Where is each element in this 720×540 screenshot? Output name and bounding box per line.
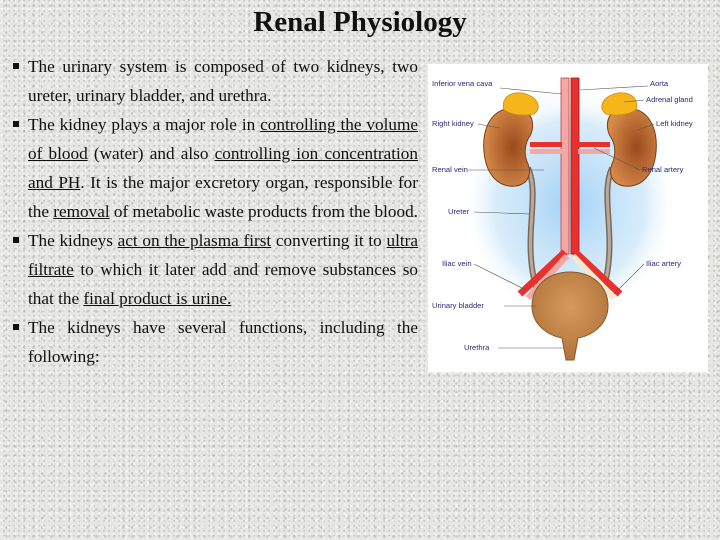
slide-title: Renal Physiology bbox=[253, 6, 467, 38]
label-right-kidney: Right kidney bbox=[432, 119, 474, 128]
bullet-text: of metabolic waste products from the blood. bbox=[109, 202, 418, 221]
label-adrenal-gland: Adrenal gland bbox=[646, 95, 693, 104]
bullet-item bbox=[12, 226, 418, 313]
bullet-item bbox=[12, 110, 418, 226]
label-iliac-vein: Iliac vein bbox=[442, 259, 472, 268]
bullet-item bbox=[12, 313, 418, 371]
underlined-phrase: controlling ion concentration and PH bbox=[28, 144, 418, 192]
underlined-phrase: controlling the volume of blood bbox=[28, 115, 418, 163]
underlined-phrase: ultra filtrate bbox=[28, 231, 419, 279]
label-ureter: Ureter bbox=[448, 207, 470, 216]
bullet-text: The kidneys have several functions, including the following: bbox=[28, 318, 418, 366]
underlined-phrase: removal bbox=[53, 202, 110, 221]
label-urinary-bladder: Urinary bladder bbox=[432, 301, 484, 310]
bullet-text: (water) and also bbox=[87, 144, 215, 163]
bullet-text: The urinary system is composed of two kidneys, two ureter, urinary bladder, and urethra. bbox=[28, 57, 418, 105]
underlined-phrase: final product is urine. bbox=[83, 289, 232, 308]
left-renal-artery bbox=[578, 142, 610, 147]
right-renal-artery bbox=[530, 142, 562, 147]
left-kidney bbox=[607, 108, 656, 186]
label-renal-artery: Renal artery bbox=[642, 165, 684, 174]
bullet-text: The kidneys bbox=[28, 231, 118, 250]
underlined-phrase: act on the plasma first bbox=[117, 231, 272, 250]
bullet-item bbox=[12, 52, 418, 110]
bullet-text: The kidney plays a major role in bbox=[28, 115, 261, 134]
bullet-text: converting it to bbox=[271, 231, 387, 250]
bullet-text: . It is the major excretory organ, responsible for the bbox=[28, 173, 418, 221]
aorta bbox=[571, 78, 579, 254]
label-urethra: Urethra bbox=[464, 343, 490, 352]
bullet-text: to which it later add and remove substances so that the bbox=[28, 260, 418, 308]
right-kidney bbox=[484, 108, 533, 186]
label-inferior-vena-cava: Inferior vena cava bbox=[432, 79, 493, 88]
label-left-kidney: Left kidney bbox=[656, 119, 693, 128]
urinary-bladder bbox=[532, 272, 608, 360]
bullet-list bbox=[12, 52, 418, 371]
diagram-svg bbox=[428, 64, 708, 372]
right-renal-vein bbox=[530, 149, 562, 154]
label-renal-vein: Renal vein bbox=[432, 165, 468, 174]
inferior-vena-cava bbox=[561, 78, 569, 254]
label-iliac-artery: Iliac artery bbox=[646, 259, 682, 268]
label-aorta: Aorta bbox=[650, 79, 669, 88]
urinary-system-diagram bbox=[428, 64, 708, 372]
